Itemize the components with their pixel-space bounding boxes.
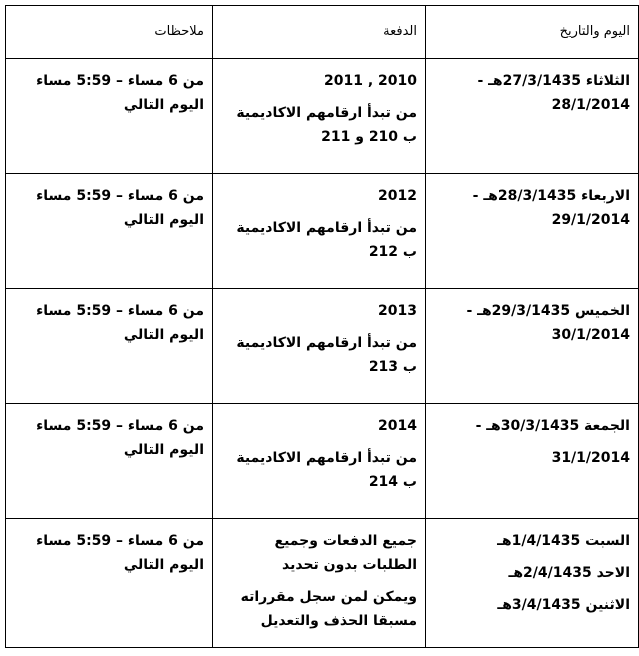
notes-cell [6, 289, 213, 404]
table-row [6, 174, 639, 289]
date-line: 28/1/2014 [551, 97, 630, 113]
note-time: من 6 مساء – 5:59 مساء [36, 533, 204, 549]
batch-cell [213, 519, 426, 648]
batch-cell [213, 404, 426, 519]
date-cell [426, 59, 639, 174]
note-time: من 6 مساء – 5:59 مساء [36, 303, 204, 319]
batch-years: جميع الدفعات وجميع الطلبات بدون تحديد [274, 533, 417, 573]
batch-description: من تبدأ ارقامهم الاكاديمية ب 213 [236, 335, 417, 375]
date-line: 29/1/2014 [551, 212, 630, 228]
note-day: اليوم التالي [123, 442, 204, 458]
batch-cell [213, 59, 426, 174]
notes-cell [6, 59, 213, 174]
table-row [6, 289, 639, 404]
header-notes: ملاحظات [6, 6, 213, 59]
date-line: 31/1/2014 [551, 450, 630, 466]
date-line: الخميس 29/3/1435هـ - [466, 303, 630, 319]
header-date: اليوم والتاريخ [426, 6, 639, 59]
batch-years: 2013 [378, 303, 417, 319]
date-cell [426, 404, 639, 519]
table-row [6, 519, 639, 648]
date-line: السبت 1/4/1435هـ [497, 533, 630, 549]
table-row [6, 59, 639, 174]
batch-description: من تبدأ ارقامهم الاكاديمية ب 210 و 211 [236, 105, 417, 145]
notes-cell [6, 404, 213, 519]
date-line: الاثنين 3/4/1435هـ [497, 597, 630, 613]
header-row [6, 6, 639, 59]
date-line: الاربعاء 28/3/1435هـ - [472, 188, 630, 204]
date-cell [426, 519, 639, 648]
batch-description: ويمكن لمن سجل مقرراته مسبقا الحذف والتعديل [240, 589, 417, 629]
date-line: 30/1/2014 [551, 327, 630, 343]
batch-cell [213, 174, 426, 289]
table-row [6, 404, 639, 519]
date-cell [426, 174, 639, 289]
batch-years: 2010 , 2011 [323, 73, 417, 89]
notes-cell [6, 519, 213, 648]
note-day: اليوم التالي [123, 212, 204, 228]
header-batch: الدفعة [213, 6, 426, 59]
batch-description: من تبدأ ارقامهم الاكاديمية ب 212 [236, 220, 417, 260]
notes-cell [6, 174, 213, 289]
date-line: الثلاثاء 27/3/1435هـ - [477, 73, 630, 89]
schedule-table [5, 5, 639, 648]
batch-cell [213, 289, 426, 404]
date-line: الاحد 2/4/1435هـ [508, 565, 630, 581]
date-cell [426, 289, 639, 404]
date-line: الجمعة 30/3/1435هـ - [475, 418, 630, 434]
note-time: من 6 مساء – 5:59 مساء [36, 188, 204, 204]
note-day: اليوم التالي [123, 557, 204, 573]
batch-years: 2014 [378, 418, 417, 434]
note-day: اليوم التالي [123, 327, 204, 343]
note-time: من 6 مساء – 5:59 مساء [36, 418, 204, 434]
note-day: اليوم التالي [123, 97, 204, 113]
batch-description: من تبدأ ارقامهم الاكاديمية ب 214 [236, 450, 417, 490]
batch-years: 2012 [378, 188, 417, 204]
note-time: من 6 مساء – 5:59 مساء [36, 73, 204, 89]
